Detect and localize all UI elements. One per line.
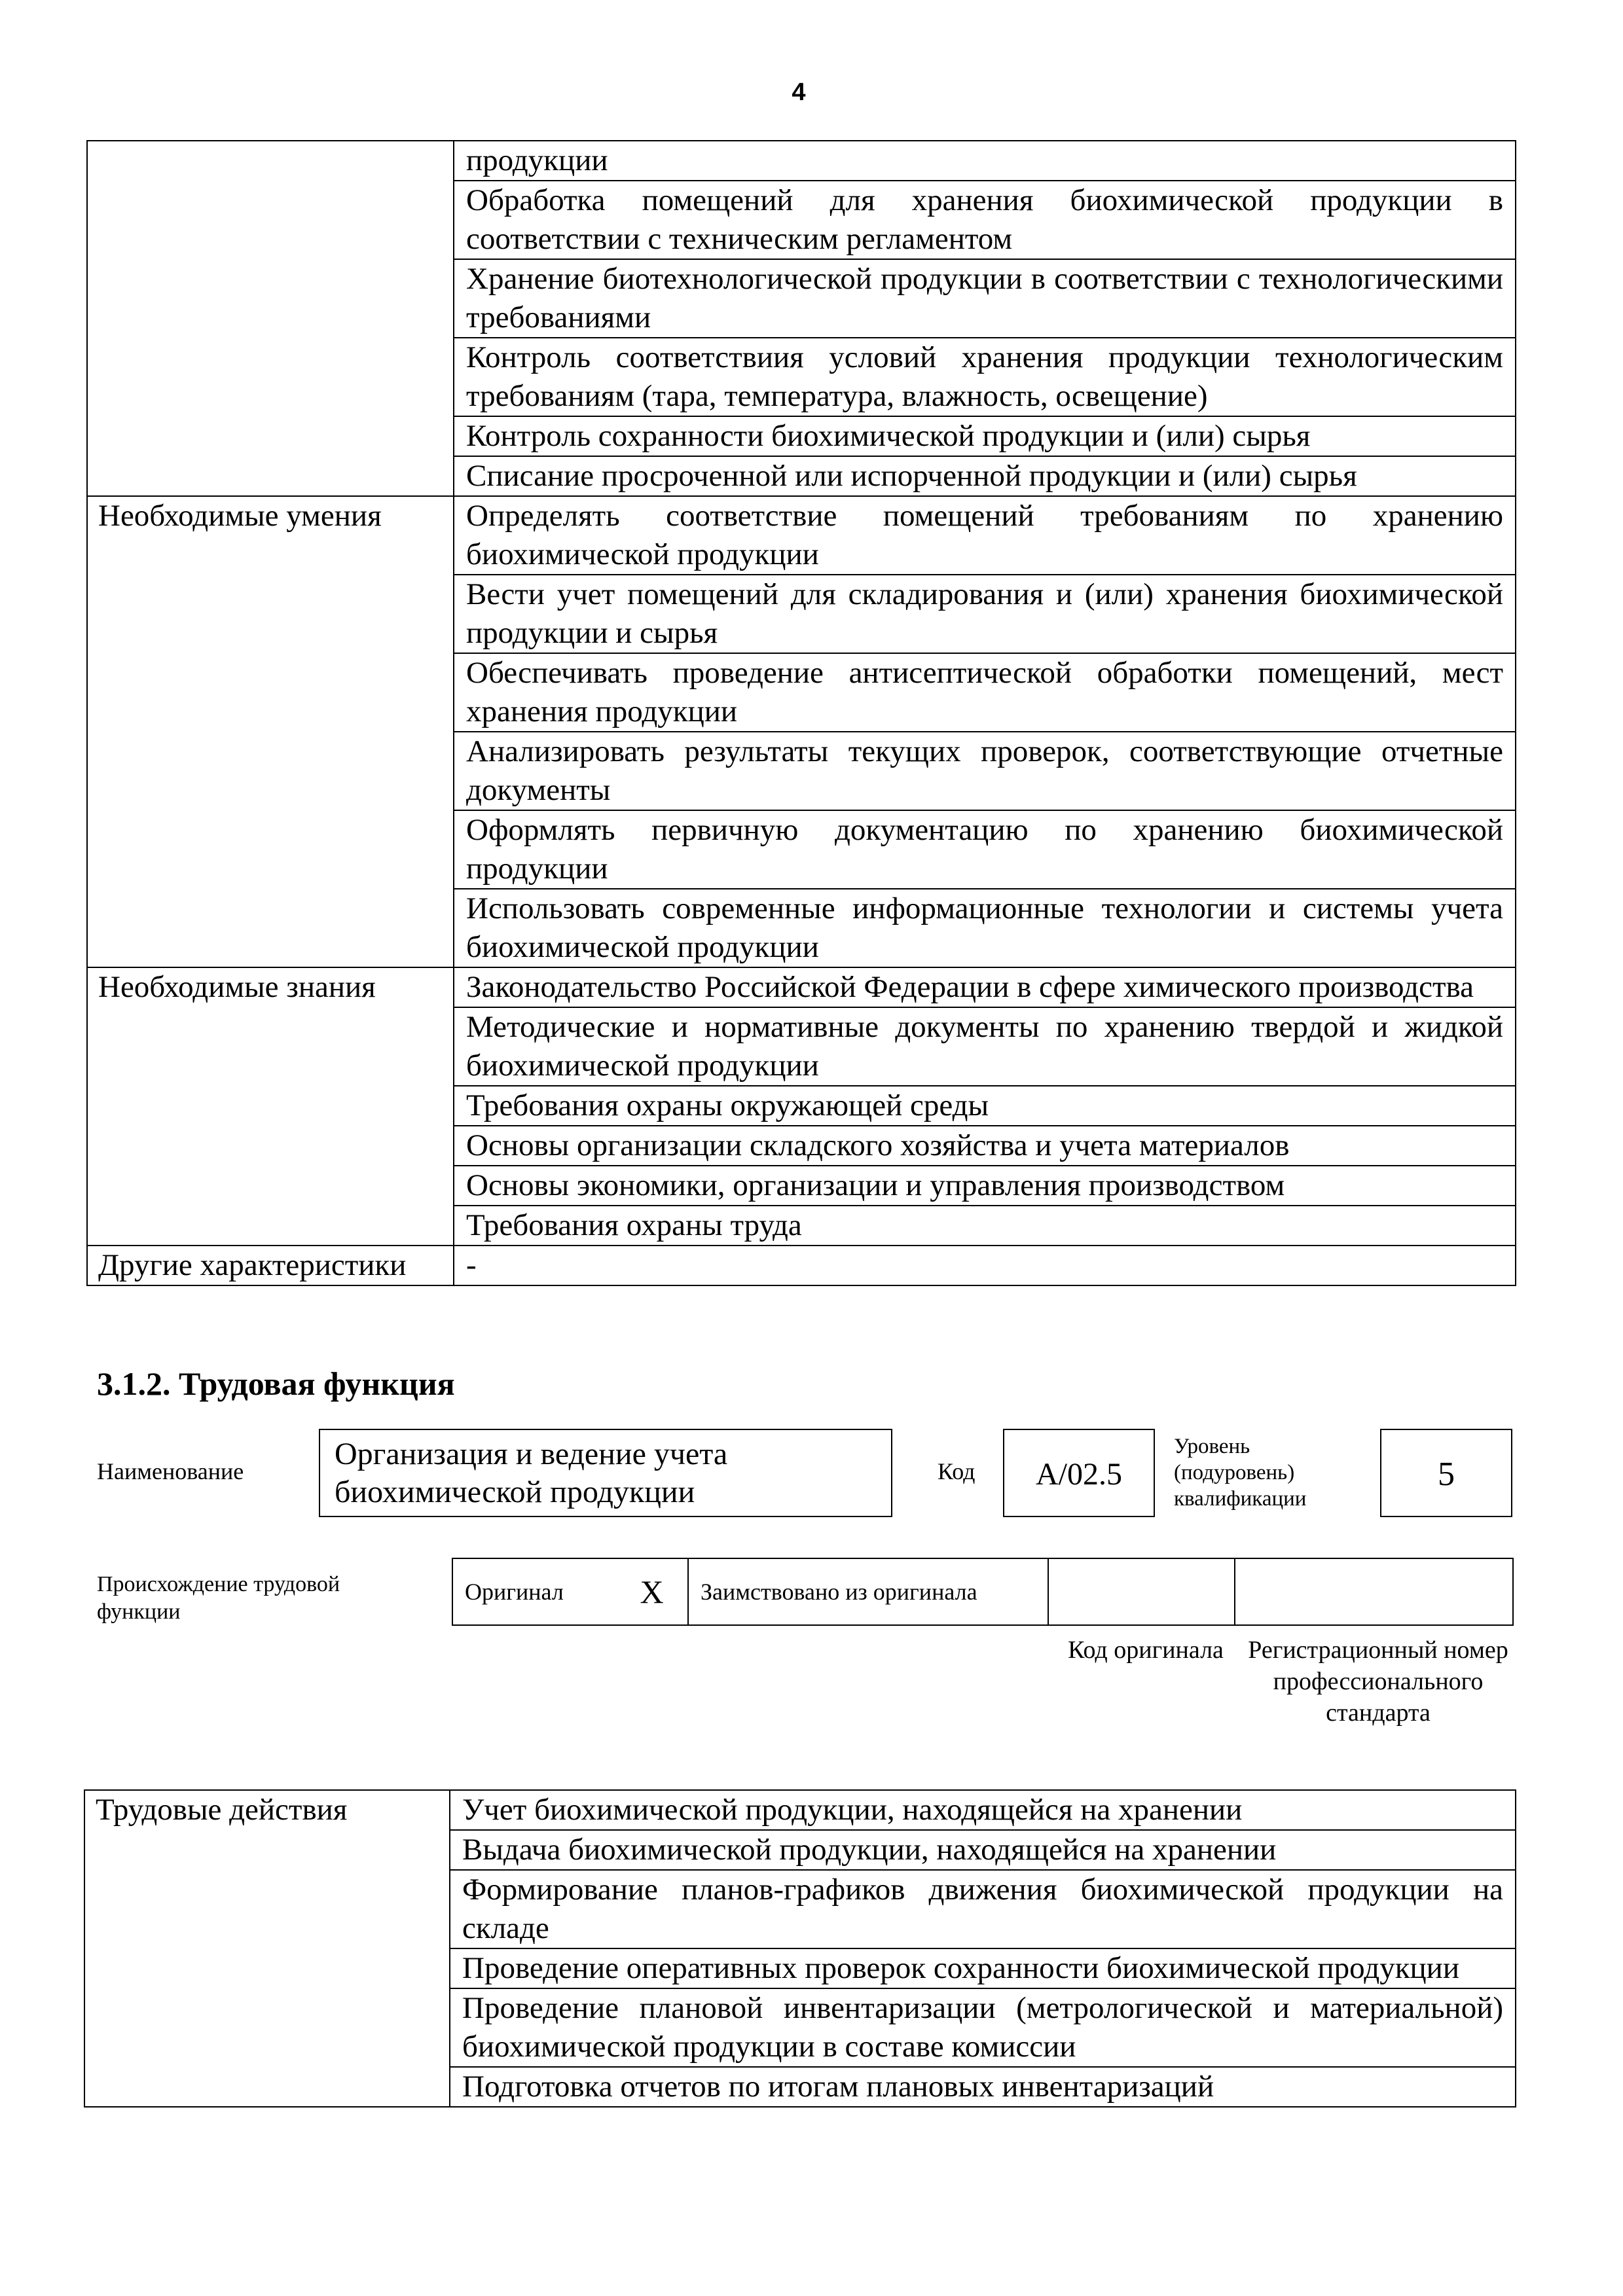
- table-cell: Требования охраны окружающей среды: [454, 1086, 1516, 1126]
- table-row: [84, 1790, 1516, 1830]
- code-label: Код: [938, 1458, 976, 1484]
- table-cell: Обработка помещений для хранения биохимической продукции в соответствии с техническим регламентом: [454, 181, 1516, 259]
- table-cell: Учет биохимической продукции, находящейся на хранении: [450, 1790, 1516, 1830]
- table-cell: Анализировать результаты текущих проверок, соответствующие отчетные документы: [454, 732, 1516, 810]
- table-cell: Выдача биохимической продукции, находящейся на хранении: [450, 1830, 1516, 1870]
- page-number: 4: [792, 79, 806, 106]
- table-cell: Требования охраны труда: [454, 1206, 1516, 1246]
- origin-label: Происхождение трудовой функции: [97, 1572, 340, 1624]
- level-value-box: 5: [1380, 1429, 1512, 1517]
- table-cell: Подготовка отчетов по итогам плановых инвентаризаций: [450, 2067, 1516, 2107]
- original-mark: X: [616, 1558, 688, 1625]
- table-cell: Обеспечивать проведение антисептической обработки помещений, мест хранения продукции: [454, 653, 1516, 732]
- table-row: [87, 1246, 1516, 1285]
- table-cell: Методические и нормативные документы по хранению твердой и жидкой биохимической продукции: [454, 1007, 1516, 1086]
- table-cell: Проведение плановой инвентаризации (метрологической и материальной) биохимической продукции в составе комиссии: [450, 1988, 1516, 2067]
- level-label: Уровень (подуровень) квалификации: [1174, 1435, 1307, 1511]
- requirements-table: [86, 140, 1516, 1286]
- table-cell: Проведение оперативных проверок сохранности биохимической продукции: [450, 1948, 1516, 1988]
- original-label: Оригинал: [452, 1558, 616, 1625]
- table-cell: Списание просроченной или испорченной продукции и (или) сырья: [454, 456, 1516, 496]
- table-cell: -: [454, 1246, 1516, 1285]
- original-code-cell: [1048, 1558, 1235, 1625]
- row-label-continued: [87, 141, 454, 496]
- table-cell: Использовать современные информационные технологии и системы учета биохимической продукции: [454, 889, 1516, 967]
- table-cell: Хранение биотехнологической продукции в соответствии с технологическими требованиями: [454, 259, 1516, 338]
- row-label-other: Другие характеристики: [87, 1246, 454, 1285]
- origin-table: [452, 1558, 1514, 1626]
- table-row: [452, 1558, 1513, 1625]
- table-cell: Основы организации складского хозяйства и учета материалов: [454, 1126, 1516, 1166]
- code-value-box: A/02.5: [1003, 1429, 1155, 1517]
- borrowed-label: Заимствовано из оригинала: [688, 1558, 1048, 1625]
- row-label-skills: Необходимые умения: [87, 496, 454, 967]
- table-cell: Контроль сохранности биохимической продукции и (или) сырья: [454, 416, 1516, 456]
- table-cell: Формирование планов-графиков движения биохимической продукции на складе: [450, 1870, 1516, 1948]
- table-cell: Контроль соответствиия условий хранения продукции технологическим требованиям (тара, температура, влажность, освещение): [454, 338, 1516, 416]
- code-caption: Код оригинала: [1068, 1636, 1224, 1664]
- table-cell: Определять соответствие помещений требованиям по хранению биохимической продукции: [454, 496, 1516, 575]
- table-cell: продукции: [454, 141, 1516, 181]
- row-label-actions: Трудовые действия: [84, 1790, 450, 2107]
- row-label-knowledge: Необходимые знания: [87, 967, 454, 1246]
- table-row: [87, 967, 1516, 1007]
- table-cell: Основы экономики, организации и управления производством: [454, 1166, 1516, 1206]
- table-cell: Вести учет помещений для складирования и (или) хранения биохимической продукции и сырья: [454, 575, 1516, 653]
- registration-caption: Регистрационный номер профессионального стандарта: [1248, 1636, 1508, 1727]
- section-title: 3.1.2. Трудовая функция: [97, 1365, 455, 1402]
- table-cell: Законодательство Российской Федерации в сфере химического производства: [454, 967, 1516, 1007]
- labour-actions-table: [84, 1789, 1516, 2108]
- table-cell: Оформлять первичную документацию по хранению биохимической продукции: [454, 810, 1516, 889]
- registration-number-cell: [1235, 1558, 1513, 1625]
- table-row: [87, 141, 1516, 181]
- name-label: Наименование: [97, 1458, 244, 1484]
- name-value-box: Организация и ведение учета биохимической продукции: [319, 1429, 892, 1517]
- table-row: [87, 496, 1516, 575]
